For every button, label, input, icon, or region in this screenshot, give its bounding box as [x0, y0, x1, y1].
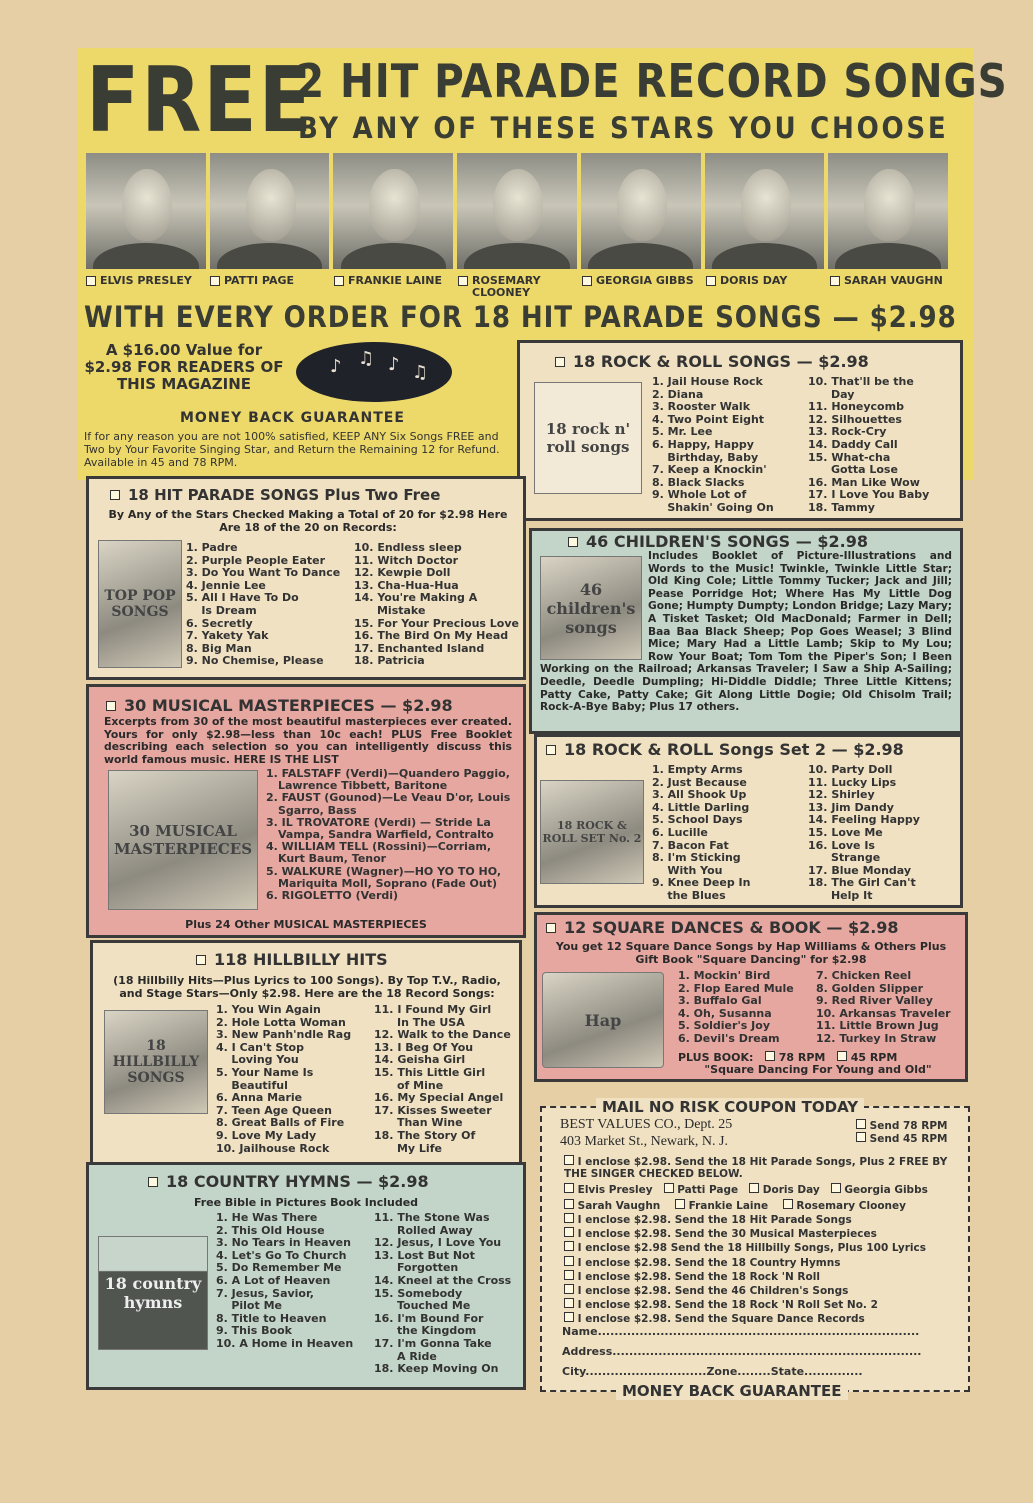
list-item: 10. That'll be the [808, 375, 914, 388]
list-item: 5. WALKURE (Wagner)—HO YO TO HO, Mariquita Moll, Soprano (Fade Out) [266, 864, 502, 890]
list-item: 17. Kisses Sweeter [374, 1103, 492, 1117]
list-item: 2. Hole Lotta Woman [216, 1015, 346, 1029]
musical-masterpieces-footer: Plus 24 Other MUSICAL MASTERPIECES [185, 918, 427, 931]
rock-roll-list-2 [808, 376, 958, 515]
country-hymns-list-2 [374, 1212, 524, 1376]
order-option[interactable]: I enclose $2.98. Send the 30 Musical Masterpieces [564, 1226, 960, 1240]
list-item: 9. Whole Lot of [652, 488, 747, 502]
list-item: 6. Anna Marie [216, 1091, 303, 1105]
list-item: the Blues [652, 888, 726, 902]
list-item: With You [652, 863, 723, 877]
country-hymns-album-art: 18 country hymns [98, 1236, 208, 1350]
order-option[interactable]: I enclose $2.98. Send the 18 Country Hymns [564, 1255, 960, 1269]
list-item: 5. Your Name Is [216, 1065, 314, 1079]
checkbox-icon[interactable] [86, 276, 96, 286]
list-item: In The USA [374, 1015, 465, 1029]
list-item: 16. The Bird On My Head [354, 629, 509, 643]
list-item: 11. Witch Doctor [354, 553, 459, 567]
hillbilly-hits-subtitle: (18 Hillbilly Hits—Plus Lyrics to 100 Songs). By Top T.V., Radio, and Stage Stars—Only $2.98. Here are the 18 Record Songs: [113, 974, 501, 1000]
list-item: 4. Two Point Eight [652, 412, 765, 426]
coupon-address: 403 Market St., Newark, N. J. [560, 1134, 728, 1149]
list-item: 13. Jim Dandy [808, 800, 894, 814]
list-item: 16. Man Like Wow [808, 475, 920, 489]
list-item: 6. RIGOLETTO (Verdi) [266, 889, 399, 903]
checkbox-icon[interactable] [106, 701, 116, 711]
checkbox-icon[interactable] [856, 1119, 866, 1129]
send-45-option[interactable]: Send 45 RPM [856, 1131, 947, 1145]
list-item: 13. Lost But Not [374, 1248, 475, 1262]
list-item: 3. Buffalo Gal [678, 994, 762, 1008]
list-item: 16. I'm Bound For [374, 1311, 484, 1325]
list-item: 12. Kewpie Doll [354, 566, 451, 580]
list-item: A Ride [374, 1349, 437, 1363]
list-item: 18. The Girl Can't [808, 876, 916, 890]
list-item: 1. Jail House Rock [652, 375, 763, 388]
musical-masterpieces-title: 30 MUSICAL MASTERPIECES — $2.98 [106, 696, 453, 715]
list-item: 2. Flop Eared Mule [678, 981, 794, 995]
list-item: 2. Diana [652, 387, 704, 401]
list-item: 1. FALSTAFF (Verdi)—Quandero Paggio, Lawrence Tibbett, Baritone [266, 767, 510, 793]
list-item: Than Wine [374, 1116, 463, 1130]
checkbox-icon[interactable] [568, 537, 578, 547]
list-item: 4. Oh, Susanna [678, 1006, 772, 1020]
list-item: 10. Party Doll [808, 763, 893, 776]
list-item: 8. Big Man [186, 641, 252, 655]
star-option[interactable]: SARAH VAUGHN [830, 275, 948, 299]
checkbox-icon[interactable] [675, 1199, 685, 1209]
list-item: 15. Somebody [374, 1286, 463, 1300]
list-item: Gotta Lose [808, 463, 898, 477]
list-item: 17. I Love You Baby [808, 488, 930, 502]
list-item: 1. He Was There [216, 1211, 318, 1224]
list-item: 13. Rock-Cry [808, 425, 887, 439]
hit-parade-subtitle: By Any of the Stars Checked Making a Total of 20 for $2.98 Here Are 18 of the 20 on Records: [108, 508, 508, 534]
list-item: 12. Shirley [808, 788, 875, 802]
list-item: 5. School Days [652, 813, 743, 827]
headline-line-1: 2 HIT PARADE RECORD SONGS [296, 54, 1008, 108]
list-item: 10. A Home in Heaven [216, 1336, 354, 1350]
list-item: 15. This Little Girl [374, 1065, 486, 1079]
list-item: 3. Rooster Walk [652, 400, 751, 414]
checkbox-icon[interactable] [334, 276, 344, 286]
square-book-rpm: PLUS BOOK: 78 RPM 45 RPM [678, 1051, 898, 1064]
record-disc-icon: ♪ ♫ ♪ ♫ [296, 342, 452, 402]
list-item: 9. No Chemise, Please [186, 654, 324, 668]
square-book-title: "Square Dancing For Young and Old" [704, 1063, 932, 1076]
star-option[interactable]: GEORGIA GIBBS [582, 275, 700, 299]
list-item: 5. Mr. Lee [652, 425, 713, 439]
coupon-orders [564, 1212, 960, 1326]
checkbox-icon[interactable] [706, 276, 716, 286]
childrens-songs-text: Includes Booklet of Picture-Illustrations and Words to the Music! Twinkle, Twinkle Little Star; Old King Cole; Little Tommy Tucker; Jack and Jill; Pease Porridge Hot; Where Has My Little Dog Gone; Humpty Dumpty; London Bridge; Lazy Mary; A Tisket Tasket; Old MacDonald; Farmer in Dell; Baa Baa Black Sheep; Pop Goes Weasel; 3 Blind Mice; Mary Had a Little Lamb; Skip to My Lou; Row Your Boat; Tom Tom the Piper's Son; I Been Working on the Railroad; Arkansas Traveler; I Saw a Ship A-Sailing; Deedle, Deedle Dumpling; Hi-Diddle Diddle; Three Little Kittens; Patty Cake, Patty Cake; Git Along Little Dogie; Old Chisolm Trail; Rock-A-Bye Baby; Plus 17 others. [540, 550, 952, 714]
list-item: 18. Keep Moving On [374, 1362, 499, 1376]
checkbox-icon[interactable] [564, 1199, 574, 1209]
country-hymns-title: 18 COUNTRY HYMNS — $2.98 [148, 1172, 429, 1191]
checkbox-icon[interactable] [564, 1183, 574, 1193]
square-list-1 [678, 970, 808, 1046]
list-item: 16. My Special Angel [374, 1091, 504, 1105]
list-item: 10. Arkansas Traveler [816, 1006, 951, 1020]
coupon-singers-row-1: Elvis Presley Patti Page Doris Day Georgia Gibbs [564, 1182, 960, 1196]
coupon-name-field[interactable]: Name............................................................................. [562, 1325, 920, 1338]
list-item: Birthday, Baby [652, 450, 759, 464]
list-item: 9. Red River Valley [816, 994, 933, 1008]
checkbox-icon[interactable] [664, 1183, 674, 1193]
childrens-songs-title: 46 CHILDREN'S SONGS — $2.98 [568, 532, 868, 551]
checkbox-icon[interactable] [783, 1199, 793, 1209]
list-item: Pilot Me [216, 1299, 282, 1313]
square-dances-title: 12 SQUARE DANCES & BOOK — $2.98 [546, 918, 899, 937]
musical-masterpieces-intro: Excerpts from 30 of the most beautiful masterpieces ever created. Yours for only $2.98—less than 10c each! PLUS Free Booklet describing each selection so you can intelligently discuss this world famous music. HERE IS THE LIST [104, 715, 512, 766]
hillbilly-list-1 [216, 1004, 366, 1155]
list-item: 3. Do You Want To Dance [186, 566, 341, 580]
list-item: of Mine [374, 1078, 444, 1092]
list-item: 14. Kneel at the Cross [374, 1273, 512, 1287]
list-item: 6. Lucille [652, 825, 708, 839]
list-item: 7. Jesus, Savior, [216, 1286, 314, 1300]
list-item: 17. Blue Monday [808, 863, 912, 877]
coupon-city-field[interactable]: City.............................Zone........State.............. [562, 1365, 863, 1378]
coupon-company: BEST VALUES CO., Dept. 25 [560, 1117, 733, 1132]
coupon-singers-row-2: Sarah Vaughn Frankie Laine Rosemary Clooney [564, 1198, 960, 1212]
hillbilly-list-2 [374, 1004, 524, 1155]
list-item: 4. I Can't Stop [216, 1040, 304, 1054]
checkbox-icon[interactable] [831, 1183, 841, 1193]
list-item: the Kingdom [374, 1324, 477, 1338]
list-item: 8. Title to Heaven [216, 1311, 327, 1325]
checkbox-icon[interactable] [765, 1051, 775, 1061]
list-item: 14. Daddy Call [808, 437, 898, 451]
checkbox-icon[interactable] [110, 490, 120, 500]
list-item: Rolled Away [374, 1223, 473, 1237]
hit-parade-album-art: TOP POP SONGS [98, 540, 182, 668]
checkbox-icon[interactable] [564, 1312, 574, 1322]
checkbox-icon[interactable] [564, 1213, 574, 1223]
checkbox-icon[interactable] [555, 357, 565, 367]
checkbox-icon[interactable] [148, 1177, 158, 1187]
coupon-title: MAIL NO RISK COUPON TODAY [596, 1098, 864, 1116]
checkbox-icon[interactable] [856, 1132, 866, 1142]
list-item: 7. Teen Age Queen [216, 1103, 332, 1117]
list-item: Loving You [216, 1053, 299, 1067]
list-item: 4. WILLIAM TELL (Rossini)—Corriam, Kurt Baum, Tenor [266, 840, 492, 866]
square-dances-subtitle: You get 12 Square Dance Songs by Hap Williams & Others Plus Gift Book "Square Dancing" for $2.98 [555, 940, 947, 966]
childrens-album-art: 46 children's songs [540, 556, 642, 660]
star-photo [705, 153, 825, 269]
list-item: Strange [808, 851, 881, 865]
list-item: 17. I'm Gonna Take [374, 1336, 492, 1350]
rock-roll-set2-list-2 [808, 764, 958, 903]
star-photo [828, 153, 948, 269]
rock-roll-set2-title: 18 ROCK & ROLL Songs Set 2 — $2.98 [546, 740, 904, 759]
list-item: 6. Happy, Happy [652, 437, 754, 451]
checkbox-icon[interactable] [564, 1256, 574, 1266]
rock-roll-title: 18 ROCK & ROLL SONGS — $2.98 [555, 352, 869, 371]
offer-line: WITH EVERY ORDER FOR 18 HIT PARADE SONGS — $2.98 [84, 300, 957, 334]
list-item: 17. Enchanted Island [354, 641, 485, 655]
list-item: 18. Patricia [354, 654, 425, 668]
list-item: 18. The Story Of [374, 1128, 476, 1142]
list-item: 8. I'm Sticking [652, 851, 741, 865]
free-headline: FREE [86, 49, 314, 153]
headline-line-2: BY ANY OF THESE STARS YOU CHOOSE [298, 111, 949, 145]
coupon-first-order[interactable]: I enclose $2.98. Send the 18 Hit Parade Songs, Plus 2 FREE BY THE SINGER CHECKED BELOW. [564, 1156, 948, 1181]
star-photo [333, 153, 453, 269]
checkbox-icon[interactable] [564, 1284, 574, 1294]
list-item: 15. For Your Precious Love [354, 616, 519, 630]
guarantee-text: MONEY BACK GUARANTEE [180, 410, 405, 426]
order-option[interactable]: I enclose $2.98. Send the Square Dance Records [564, 1311, 960, 1325]
star-option[interactable]: DORIS DAY [706, 275, 824, 299]
list-item: Forgotten [374, 1261, 459, 1275]
rock-roll-list-1 [652, 376, 802, 515]
checkbox-icon[interactable] [546, 745, 556, 755]
list-item: 10. Jailhouse Rock [216, 1141, 330, 1155]
list-item: 6. Secretly [186, 616, 253, 630]
star-photos [86, 153, 948, 269]
rock-roll-set2-album-art: 18 ROCK & ROLL SET No. 2 [540, 780, 644, 884]
musical-masterpieces-list [266, 768, 516, 902]
list-item: 11. Honeycomb [808, 400, 904, 414]
list-item: 6. A Lot of Heaven [216, 1273, 331, 1287]
star-photo [457, 153, 577, 269]
order-option[interactable]: I enclose $2.98. Send the 18 Rock 'N Roll [564, 1269, 960, 1283]
list-item: 12. Silhouettes [808, 412, 902, 426]
list-item: 7. Keep a Knockin' [652, 463, 767, 477]
fine-print: If for any reason you are not 100% satisfied, KEEP ANY Six Songs FREE and Two by Your Favorite Singing Star, and Return the Remaining 12 for Refund. Available in 45 and 78 RPM. [84, 430, 500, 469]
rock-roll-album-art: 18 rock n' roll songs [534, 382, 642, 494]
list-item: 10. Endless sleep [354, 541, 462, 554]
list-item: 7. Yakety Yak [186, 629, 269, 643]
list-item: 3. No Tears in Heaven [216, 1236, 351, 1250]
list-item: 11. Little Brown Jug [816, 1019, 939, 1033]
square-album-art: Hap [542, 972, 664, 1068]
list-item: 5. Do Remember Me [216, 1261, 342, 1275]
rock-roll-set2-list-1 [652, 764, 802, 903]
list-item: 5. Soldier's Joy [678, 1019, 771, 1033]
list-item: 8. Great Balls of Fire [216, 1116, 345, 1130]
list-item: Mistake [354, 603, 426, 617]
list-item: 3. All Shook Up [652, 788, 747, 802]
hit-parade-title: 18 HIT PARADE SONGS Plus Two Free [110, 486, 440, 504]
list-item: 13. Cha-Hua-Hua [354, 578, 459, 592]
list-item: 1. You Win Again [216, 1003, 321, 1016]
coupon-guarantee: MONEY BACK GUARANTEE [616, 1382, 848, 1400]
list-item: 11. The Stone Was [374, 1211, 490, 1224]
list-item: 7. Chicken Reel [816, 969, 912, 982]
checkbox-icon[interactable] [564, 1155, 574, 1165]
list-item: Touched Me [374, 1299, 471, 1313]
list-item: 12. Jesus, I Love You [374, 1236, 502, 1250]
checkbox-icon[interactable] [564, 1270, 574, 1280]
list-item: 1. Padre [186, 541, 238, 554]
list-item: 11. Lucky Lips [808, 775, 897, 789]
star-option[interactable]: ELVIS PRESLEY [86, 275, 204, 299]
list-item: 15. What-cha [808, 450, 891, 464]
checkbox-icon[interactable] [582, 276, 592, 286]
checkbox-icon[interactable] [830, 276, 840, 286]
list-item: Beautiful [216, 1078, 288, 1092]
star-option[interactable]: ROSEMARY CLOONEY [458, 275, 576, 299]
checkbox-icon[interactable] [210, 276, 220, 286]
list-item: 1. Empty Arms [652, 763, 743, 776]
star-names [86, 275, 948, 299]
list-item: 2. This Old House [216, 1223, 325, 1237]
hillbilly-hits-title: 118 HILLBILLY HITS [196, 950, 388, 969]
star-photo [210, 153, 330, 269]
hit-parade-list-2 [354, 542, 519, 668]
list-item: 14. Geisha Girl [374, 1053, 466, 1067]
list-item: 18. Tammy [808, 500, 875, 514]
coupon-address-field[interactable]: Address.......................................................................... [562, 1345, 922, 1358]
checkbox-icon[interactable] [564, 1298, 574, 1308]
list-item: 7. Bacon Fat [652, 838, 729, 852]
list-item: 12. Turkey In Straw [816, 1031, 937, 1045]
list-item: Day [808, 387, 855, 401]
list-item: Is Dream [186, 603, 257, 617]
order-option[interactable]: I enclose $2.98. Send the 18 Rock 'N Roll Set No. 2 [564, 1297, 960, 1311]
list-item: 2. Purple People Eater [186, 553, 326, 567]
list-item: 9. Love My Lady [216, 1128, 317, 1142]
checkbox-icon[interactable] [546, 923, 556, 933]
list-item: 1. Mockin' Bird [678, 969, 771, 982]
list-item: 16. Love Is [808, 838, 875, 852]
checkbox-icon[interactable] [196, 955, 206, 965]
list-item: 5. All I Have To Do [186, 591, 299, 605]
list-item: 8. Golden Slipper [816, 981, 924, 995]
checkbox-icon[interactable] [564, 1227, 574, 1237]
list-item: 13. I Beg Of You [374, 1040, 474, 1054]
list-item: 6. Devil's Dream [678, 1031, 780, 1045]
list-item: 9. This Book [216, 1324, 292, 1338]
hillbilly-album-art: 18 HILLBILLY SONGS [104, 1010, 208, 1114]
value-text: A $16.00 Value for $2.98 FOR READERS OF THIS MAGAZINE [84, 341, 284, 393]
list-item: My Life [374, 1141, 442, 1155]
list-item: 15. Love Me [808, 825, 883, 839]
order-option[interactable]: I enclose $2.98. Send the 46 Children's Songs [564, 1283, 960, 1297]
list-item: 9. Knee Deep In [652, 876, 751, 890]
checkbox-icon[interactable] [458, 276, 468, 286]
list-item: Shakin' Going On [652, 500, 774, 514]
send-78-option[interactable]: Send 78 RPM [856, 1118, 947, 1132]
hit-parade-list-1 [186, 542, 351, 668]
order-option[interactable]: I enclose $2.98 Send the 18 Hillbilly Songs, Plus 100 Lyrics [564, 1240, 960, 1254]
country-hymns-subtitle: Free Bible in Pictures Book Included [193, 1196, 419, 1209]
list-item: 14. Feeling Happy [808, 813, 920, 827]
list-item: Help It [808, 888, 873, 902]
star-option[interactable]: FRANKIE LAINE [334, 275, 452, 299]
list-item: 2. Just Because [652, 775, 747, 789]
list-item: 12. Walk to the Dance [374, 1028, 511, 1042]
list-item: 14. You're Making A [354, 591, 478, 605]
checkbox-icon[interactable] [749, 1183, 759, 1193]
list-item: 3. New Panh'ndle Rag [216, 1028, 352, 1042]
list-item: 3. IL TROVATORE (Verdi) — Stride La Vampa, Sandra Warfield, Contralto [266, 815, 494, 842]
list-item: 11. I Found My Girl [374, 1003, 492, 1016]
list-item: 2. FAUST (Gounod)—Le Veau D'or, Louis Sgarro, Bass [266, 791, 511, 817]
musical-album-art: 30 MUSICAL MASTERPIECES [108, 770, 258, 910]
list-item: 4. Let's Go To Church [216, 1248, 347, 1262]
checkbox-icon[interactable] [837, 1051, 847, 1061]
list-item: 4. Little Darling [652, 800, 750, 814]
star-photo [86, 153, 206, 269]
square-list-2 [816, 970, 956, 1046]
checkbox-icon[interactable] [564, 1241, 574, 1251]
order-option[interactable]: I enclose $2.98. Send the 18 Hit Parade Songs [564, 1212, 960, 1226]
list-item: 4. Jennie Lee [186, 578, 266, 592]
list-item: 8. Black Slacks [652, 475, 745, 489]
country-hymns-list-1 [216, 1212, 371, 1351]
star-photo [581, 153, 701, 269]
star-option[interactable]: PATTI PAGE [210, 275, 328, 299]
